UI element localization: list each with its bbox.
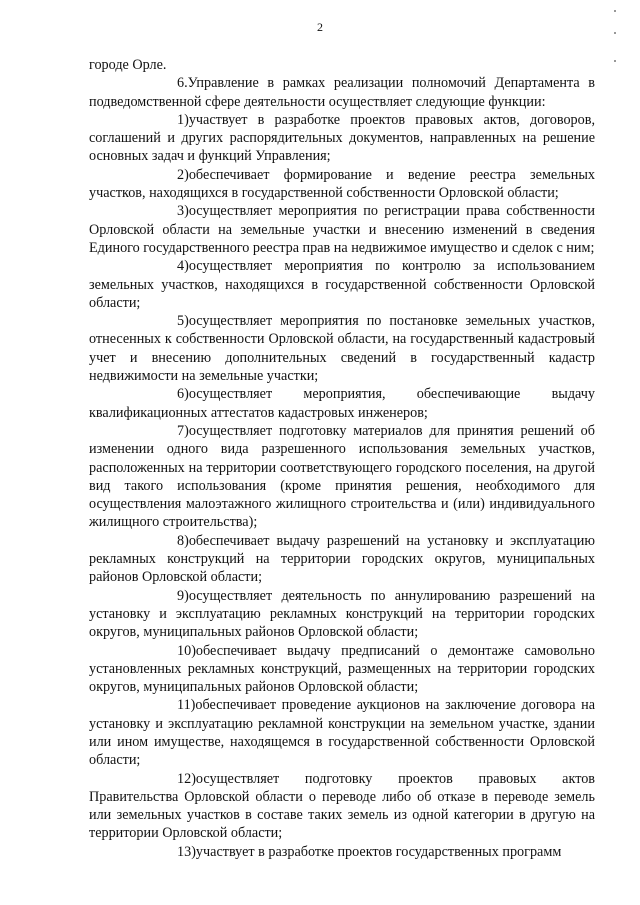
list-item-13 bbox=[89, 843, 595, 861]
list-item-text: участвует в разработке проектов государственных программ bbox=[195, 843, 562, 860]
list-item-11 bbox=[89, 696, 595, 769]
list-item-text: обеспечивает формирование и ведение реестра земельных участков, находящихся в государственной собственности Орловской области; bbox=[89, 166, 595, 202]
scan-speck bbox=[614, 32, 616, 34]
list-item-number: 4) bbox=[177, 258, 189, 275]
list-item-text: осуществляет мероприятия, обеспечивающие выдачу квалификационных аттестатов кадастровых инженеров; bbox=[89, 386, 595, 421]
paragraph-6 bbox=[89, 74, 595, 111]
list-item-text: осуществляет подготовку материалов для принятия решений об изменении одного вида разрешенного использования земельных участков, расположенных на территории соответствующего городского поселения, на другой вид такого использования (кроме принятия решения, необходимого для осуществления малоэтажного жилищного строительства и (или) индивидуального жилищного строительства); bbox=[89, 422, 595, 531]
list-item-3 bbox=[89, 202, 595, 257]
list-item-7 bbox=[89, 422, 595, 532]
list-item-text: обеспечивает проведение аукционов на заключение договора на установку и эксплуатацию рекламной конструкции на земельном участке, здании или ином имуществе, находящемся в государственной собственности Орловской области; bbox=[89, 697, 595, 769]
list-item-number: 9) bbox=[177, 587, 189, 604]
paragraph-number: 6. bbox=[177, 75, 188, 92]
list-item-text: осуществляет деятельность по аннулированию разрешений на установку и эксплуатацию рекламных конструкций на территории городских округов, муниципальных районов Орловской области; bbox=[89, 587, 595, 641]
list-item-number: 6) bbox=[177, 386, 189, 403]
list-item-text: осуществляет мероприятия по контролю за использованием земельных участков, находящихся в государственной собственности Орловской области; bbox=[89, 258, 595, 311]
list-item-number: 3) bbox=[177, 203, 189, 220]
list-item-text: осуществляет подготовку проектов правовых актов Правительства Орловской области о переводе либо об отказе в переводе земель или земельных участков в составе таких земель из одной категории в другую на территории Орловской области; bbox=[89, 770, 595, 842]
list-item-text: осуществляет мероприятия по постановке земельных участков, отнесенных к собственности Орловской области, на государственный кадастровый учет и внесению дополнительных сведений в государственный кадастр недвижимости на земельные участки; bbox=[89, 313, 595, 385]
list-item-9 bbox=[89, 587, 595, 642]
list-item-number: 2) bbox=[177, 166, 189, 183]
list-item-6 bbox=[89, 385, 595, 422]
list-item-12 bbox=[89, 770, 595, 843]
list-item-text: обеспечивает выдачу разрешений на установку и эксплуатацию рекламных конструкций на территории городских округов, муниципальных районов Орловской области; bbox=[89, 532, 595, 586]
list-item-1 bbox=[89, 111, 595, 166]
list-item-5 bbox=[89, 312, 595, 385]
list-item-number: 13) bbox=[177, 843, 196, 860]
list-item-2 bbox=[89, 166, 595, 203]
scan-speck bbox=[614, 10, 616, 12]
list-item-4 bbox=[89, 257, 595, 312]
list-item-text: обеспечивает выдачу предписаний о демонтаже самовольно установленных рекламных конструкций, размещенных на территории городских округов, муниципальных районов Орловской области; bbox=[89, 642, 595, 696]
list-item-number: 10) bbox=[177, 642, 196, 659]
list-item-number: 12) bbox=[177, 770, 196, 787]
paragraph-text: городе Орле. bbox=[89, 57, 167, 73]
list-item-number: 1) bbox=[177, 111, 189, 128]
list-item-number: 5) bbox=[177, 313, 189, 330]
list-item-8 bbox=[89, 532, 595, 587]
document-body bbox=[89, 56, 595, 861]
list-item-number: 8) bbox=[177, 532, 189, 549]
list-item-number: 7) bbox=[177, 422, 189, 439]
list-item-number: 11) bbox=[177, 697, 196, 714]
scan-speck bbox=[614, 60, 616, 62]
list-item-text: участвует в разработке проектов правовых актов, договоров, соглашений и других распорядительных документов, направленных на решение основных задач и функций Управления; bbox=[89, 111, 595, 165]
paragraph-text: Управление в рамках реализации полномочий Департамента в подведомственной сфере деятельности осуществляет следующие функции: bbox=[89, 75, 595, 110]
page-number: 2 bbox=[317, 20, 323, 34]
list-item-10 bbox=[89, 642, 595, 697]
list-item-text: осуществляет мероприятия по регистрации права собственности Орловской области на земельные участки и внесению изменений в сведения Единого государственного реестра прав на недвижимое имущество и сделок с ним; bbox=[89, 203, 595, 256]
paragraph-0 bbox=[89, 56, 595, 74]
